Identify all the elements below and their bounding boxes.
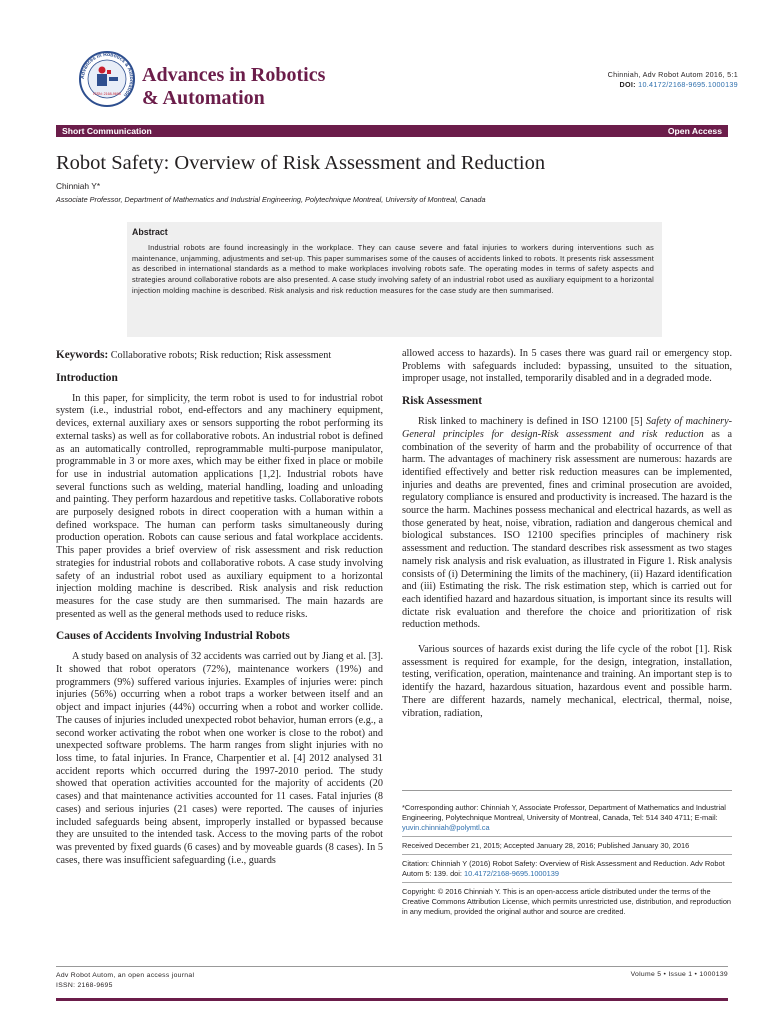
risk-paragraph-2: Various sources of hazards exist during the life cycle of the robot [1]. Risk assessment is required for example, for the design, integration, installation, testing, verification, operation, maintenance and training. An important step is to identify the hazard, hazardous situation, hazardous event and possible harm. There are different hazards, namely mechanical, electrical, thermal, noise, vibration, radiation,: [402, 644, 732, 719]
continued-paragraph: allowed access to hazards). In 5 cases there was guard rail or emergency stop. Problems with safeguards included: bypassing, unsuited to the situation, improper usage, not installed, temporarily disabled and in a degraded mode.: [402, 348, 732, 385]
corresponding-author-text: *Corresponding author: Chinniah Y, Associate Professor, Department of Mathematics and Industrial Engineering, Polytechnique Montreal, University of Montreal, Canada, Tel: 514 340 4711; E-mail:: [402, 803, 726, 822]
footer-volume: Volume 5 • Issue 1 • 1000139: [630, 971, 728, 978]
citation-text: Citation: Chinniah Y (2016) Robot Safety: Overview of Risk Assessment and Reduction. Adv Robot Autom 5: 139. doi:: [402, 859, 725, 878]
abstract-heading: Abstract: [132, 227, 168, 237]
abstract-box: [127, 222, 662, 337]
introduction-heading: Introduction: [56, 371, 118, 384]
citation-doi-link[interactable]: 10.4172/2168-9695.1000139: [464, 869, 559, 878]
journal-title-line2: & Automation: [142, 87, 265, 109]
risk-paragraph-1: [402, 416, 732, 632]
article-dates: Received December 21, 2015; Accepted January 28, 2016; Published January 30, 2016: [402, 841, 732, 855]
footer-journal: Adv Robot Autom, an open access journal: [56, 972, 195, 979]
footer-divider: [56, 966, 728, 967]
keywords-label: Keywords:: [56, 349, 109, 361]
journal-title: [142, 64, 325, 110]
corresponding-author: [402, 803, 732, 837]
keywords: [56, 349, 383, 363]
doi-label: DOI:: [619, 80, 636, 89]
doi-link[interactable]: 10.4172/2168-9695.1000139: [638, 80, 738, 89]
logo-issn: ISSN: 2168-9695: [93, 92, 121, 96]
header-citation-block: [608, 70, 738, 90]
abstract-text: Industrial robots are found increasingly in the workplace. They can cause severe and fatal injuries to workers during interventions such as maintenance, unjamming, adjustments and set-up. This paper summarises some of the causes of accidents linked to robots. It presents risk assessment as described in international standards as a method to make workplaces involving robots safe. The operating modes in terms of safety aspects and strategies around collaborative robots are also presented. A case study involving safety of an industrial robot used as auxiliary equipment to a horizontal injection molding machine is described. Risk analysis and risk reduction measures for the case study are then summarised.: [132, 243, 654, 295]
article-type: Short Communication: [62, 126, 152, 136]
introduction-paragraph: In this paper, for simplicity, the term robot is used to for industrial robot system (i.e., industrial robot, end-effectors and any machinery equipment, devices, external auxiliary axes or sensors supporting the robot performing its external tasks) as well as for collaborative robots. An industrial robot is defined as an automatically controlled, reprogrammable multi-purpose manipulator, programmable in 3 or more axes, which may be either fixed in place or mobile for use in industrial automation applications [1,2]. Industrial robots have several functions such as welding, material handling, loading and unloading and painting. They perform hazardous and repetitive tasks. Collaborative robots are purposely designed robots in direct cooperation with a human within a defined workspace. The human can perform tasks simultaneously during production operation. Robots can cause serious and fatal workplace accidents. This paper provides a brief overview of risk assessment and risk reduction strategies for industrial robots and collaborative robots. A case study involving safety of an industrial robot used as auxiliary equipment to a horizontal injection molding machine is described. Risk analysis and risk reduction measures for the case study are then summarised. The main hazards are presented as well as the general methods used to reduce risks.: [56, 392, 383, 620]
logo-ring-text: Advances in Robotics & Automation: [79, 51, 135, 98]
risk-assessment-heading: Risk Assessment: [402, 395, 483, 408]
footer-left: [56, 971, 194, 991]
risk-paragraph-1-start: Risk linked to machinery is defined in ISO 12100 [5]: [418, 416, 643, 428]
footer-issn: ISSN: 2168-9695: [56, 982, 113, 989]
author: Chinniah Y*: [56, 181, 101, 191]
risk-paragraph-1-rest: as a combination of the severity of harm and the probability of occurrence of that harm. The advantages of machinery risk assessment are numerous: hazards are identified effectively and better risk reduction measures can be implemented, injuries and deaths are prevented, fines and criminal prosecution are avoided, regulatory compliance is ensured and productivity is increased. The hazard is the source the harm. Machines possess mechanical and electrical hazards, as well as those generated by heat, noise, vibration, radiation and dangerous chemical and biological substances. ISO 12100 specifies principles of machinery risk assessment and reduction. The standard describes risk assessment as two stages namely risk analysis and risk evaluation, as illustrated in Figure 1. Risk analysis consists of (i) Determining the limits of the machinery, (ii) Hazard identification and (iii) Estimating the risk. The risk estimation step, which is carried out for each identified hazard and hazardous situation, is important since its results will dictate risk evaluation and therefore the choice and prioritization of risk reduction methods.: [402, 428, 733, 631]
footer-bar: [56, 998, 728, 1001]
causes-heading: Causes of Accidents Involving Industrial Robots: [56, 630, 290, 643]
journal-logo: [78, 50, 136, 108]
keywords-text: Collaborative robots; Risk reduction; Risk assessment: [110, 350, 332, 361]
article-type-bar: [56, 125, 728, 137]
citation: [402, 859, 732, 883]
open-access-label: Open Access: [667, 126, 722, 136]
article-title: Robot Safety: Overview of Risk Assessment and Reduction: [56, 152, 546, 174]
header-citation: Chinniah, Adv Robot Autom 2016, 5:1: [607, 70, 738, 79]
iso-title: Safety of machinery-General principles for design-Risk assessment and risk reduction: [402, 416, 732, 440]
left-column: [56, 349, 383, 867]
copyright: Copyright: © 2016 Chinniah Y. This is an open-access article distributed under the terms of the Creative Commons Attribution License, which permits unrestricted use, distribution, and reproduction in any medium, provided the original author and source are credited.: [402, 887, 732, 916]
correspondence-box: [402, 790, 732, 924]
causes-paragraph: A study based on analysis of 32 accidents was carried out by Jiang et al. [3]. It showed that robot operators (72%), maintenance workers (19%) and programmers (9%) suffered various injuries. Examples of injuries were: pinch injuries (56%) occurring when a robot traps a worker between itself and an object and impact injuries (44%) occurring when a robot and worker collide. The causes of injuries included unexpected robot behavior, human errors (e.g., a second worker activating the robot when one worker is close to the robot) and unexpected software problems. The harm ranges from slight injuries with no loss time, to fatal injuries. In France, Charpentier et al. [4] 2012 analysed 31 accident reports which occurred during the 1997-2010 period. The study showed that operation activities accounted for the majority of accidents (20 cases) and that maintenance activities accounted for 11 cases. Fatal injuries (8 cases) and serious injuries (21 cases) were reported. The causes of injuries included safeguards being absent, improperly installed or bypassed because they are unsuited to the intended task. Access to the moving parts of the robot was prevented by fixed guards (6 cases) and by moveable guards (8 cases). In 5 cases, there was insufficient safeguarding (i.e., guards: [56, 651, 383, 866]
right-column: [402, 348, 732, 720]
author-email-link[interactable]: yuvin.chinniah@polymtl.ca: [402, 823, 490, 832]
journal-title-line1: Advances in Robotics: [142, 64, 326, 86]
affiliation: Associate Professor, Department of Mathematics and Industrial Engineering, Polytechnique Montreal, University of Montreal, Canada: [56, 195, 486, 204]
